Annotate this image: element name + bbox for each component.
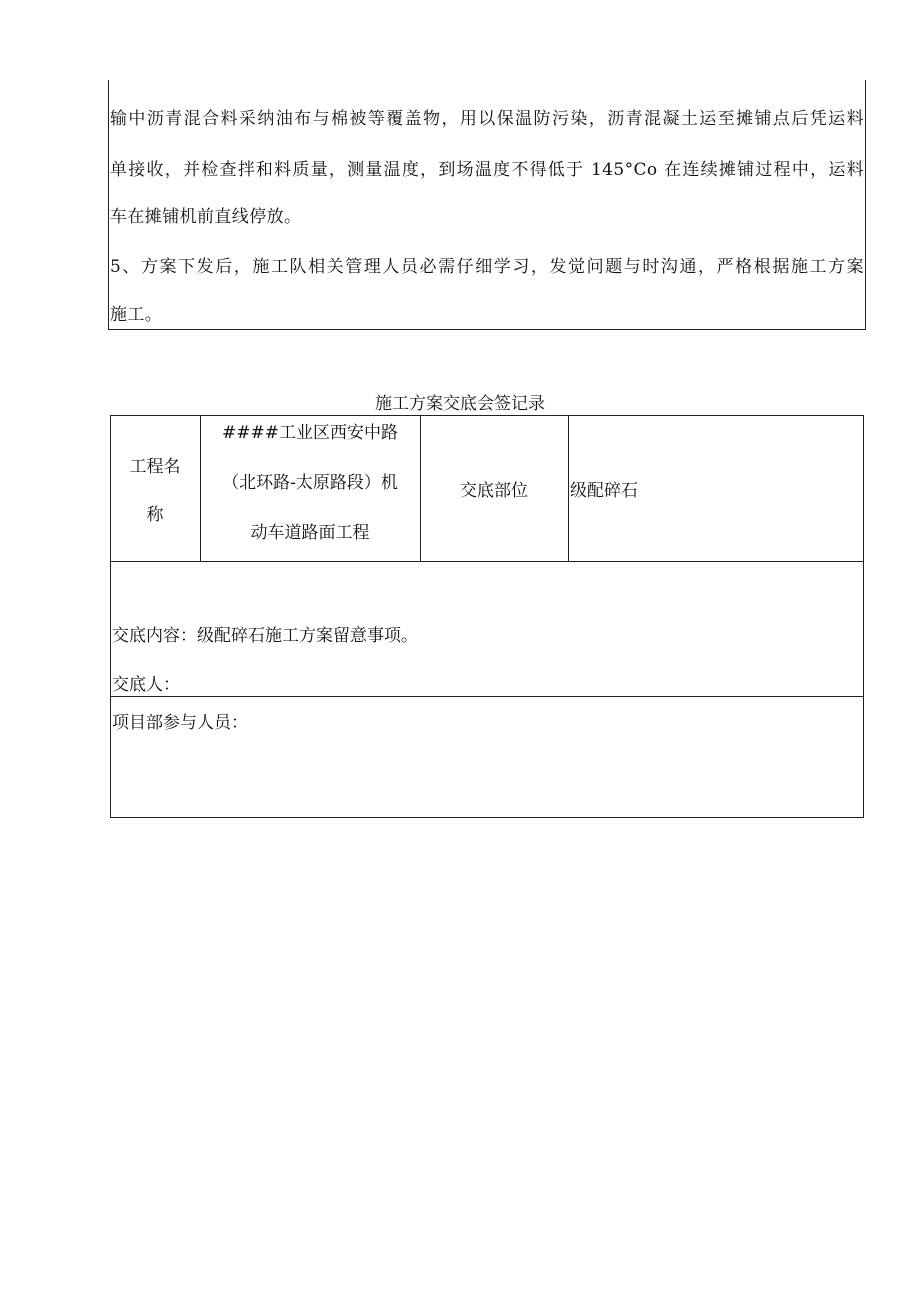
table-border-row1 [110,561,864,562]
project-label-line2: 称 [146,505,164,525]
project-name-line2: （北环路-太原路段）机 [222,473,398,493]
text-line-3: 车在摊铺机前直线停放。 [110,207,302,227]
table-border-bottom [110,817,864,818]
record-title: 施工方案交底会签记录 [375,394,545,414]
table-divider-3 [568,415,569,562]
position-value: 级配碎石 [570,481,638,501]
table-border-row2 [110,696,864,697]
position-label: 交底部位 [460,481,528,501]
table-border-top [110,415,864,416]
project-name-line3: 动车道路面工程 [250,523,370,543]
table-border-right [863,415,864,818]
text-line-5: 施工。 [110,305,163,325]
project-name-line1: ####工业区西安中路 [222,423,398,443]
text-line-4: 5、方案下发后，施工队相关管理人员必需仔细学习，发觉问题与时沟通，严格根据施工方案 [110,257,864,277]
text-line-1: 输中沥青混合料采纳油布与棉被等覆盖物，用以保温防污染，沥青混凝土运至摊铺点后凭运料 [110,109,864,129]
handover-content: 交底内容：级配碎石施工方案留意事项。 [112,626,418,646]
project-label-line1: 工程名 [129,457,181,477]
text-line-2: 单接收，并检查拌和料质量，测量温度，到场温度不得低于 145°Co 在连续摊铺过程中，运料 [110,160,864,180]
participants-label: 项目部参与人员： [112,713,248,733]
handover-presenter: 交底人： [112,675,180,695]
